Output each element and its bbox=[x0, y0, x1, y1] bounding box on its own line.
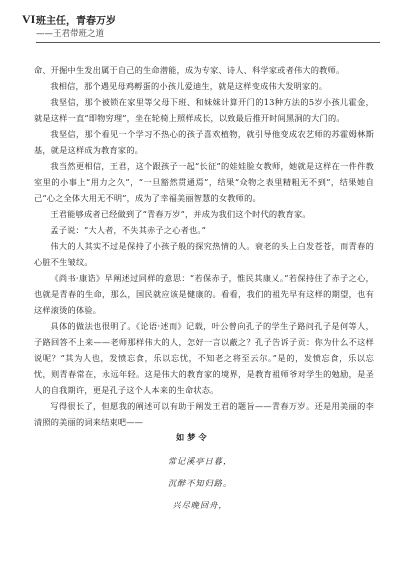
paragraph: 《尚书·康诰》早阐述过同样的意思：“若保赤子，惟民其康乂。”若保持住了赤子之心，也就是青春的生命，那么，国民就应该是健康的。看看，我们的祖先早有这样的期望，也有这样滚烫的体验。 bbox=[34, 273, 374, 315]
page-number: VI bbox=[22, 12, 36, 26]
paragraph: 具体的做法也很明了。《论语·述而》记载，叶公曾向孔子的学生子路问孔子是何等人，子路回答不上来——老师那样伟大的人，怎好一言以蔽之？孔子告诉子贡：你为什么不这样说呢？“其为人也，发愤忘食，乐以忘忧，不知老之将至云尔。”是的，发愤忘食，乐以忘忧，则青春常在，永远年轻。这是伟大的教育家的境界，是教育祖师爷对学生的勉励，是圣人的自我期许，更是孔子这个人本来的生命状态。 bbox=[34, 321, 374, 395]
book-subtitle: ——王君带班之道 bbox=[36, 29, 105, 39]
header-rule bbox=[36, 42, 380, 43]
page-header bbox=[22, 10, 382, 50]
paragraph: 命、开掘中生发出属于自己的生命潜能，成为专家、诗人、科学家或者伟大的教师。 bbox=[34, 65, 345, 75]
paragraph: 孟子说：“大人者，不失其赤子之心者也。” bbox=[50, 225, 207, 235]
poem-line: 兴尽晚回舟， bbox=[172, 500, 228, 510]
paragraph: 我坚信，那个被锁在家里等父母下班、和妹妹计算开门的13种方法的5岁小孩儿霍金，就是这样一直“即物穷理”，坐在轮椅上照样成长，以致最后推开时间黑洞的大门的。 bbox=[34, 97, 374, 123]
paragraph: 我坚信，那个看见一个学习不热心的孩子喜欢植物，就引导他变成农艺师的苏霍姆林斯基，就是这样成为教育家的。 bbox=[34, 129, 374, 155]
paragraph: 我当然更相信，王君，这个跟孩子一起“长征”的娃娃脸女教师，她就是这样在一件件教室里的小事上“用力之久”，“一旦豁然贯通焉”，结果“众物之表里精粗无不到”，结果她自己“心之全体大用无不明”，成为了幸福美丽智慧的女教师的。 bbox=[34, 161, 374, 203]
body-text bbox=[34, 62, 374, 430]
book-title: 班主任，青春万岁 bbox=[36, 16, 116, 27]
paragraph: 王君能够成者已经做到了“青春万岁”，并成为我们这个时代的教育家。 bbox=[50, 209, 311, 219]
poem-title: 如梦令 bbox=[176, 432, 210, 442]
poem-line: 常记溪亭日暮， bbox=[167, 456, 233, 466]
paragraph: 写得很长了，但愿我的阐述可以有助于阐发王君的题旨——青春万岁。还是用美丽的李清照的美丽的词来结束吧—— bbox=[34, 401, 374, 427]
poem-line: 沉醉不知归路。 bbox=[167, 478, 233, 488]
paragraph: 我相信，那个遇见母鸡孵蛋的小孩儿爱迪生，就是这样变成伟大发明家的。 bbox=[50, 81, 328, 91]
paragraph: 伟大的人其实不过是保持了小孩子般的探究热情的人。衰老的头上白发苍苍，而青春的心脏不生皱纹。 bbox=[34, 241, 374, 267]
